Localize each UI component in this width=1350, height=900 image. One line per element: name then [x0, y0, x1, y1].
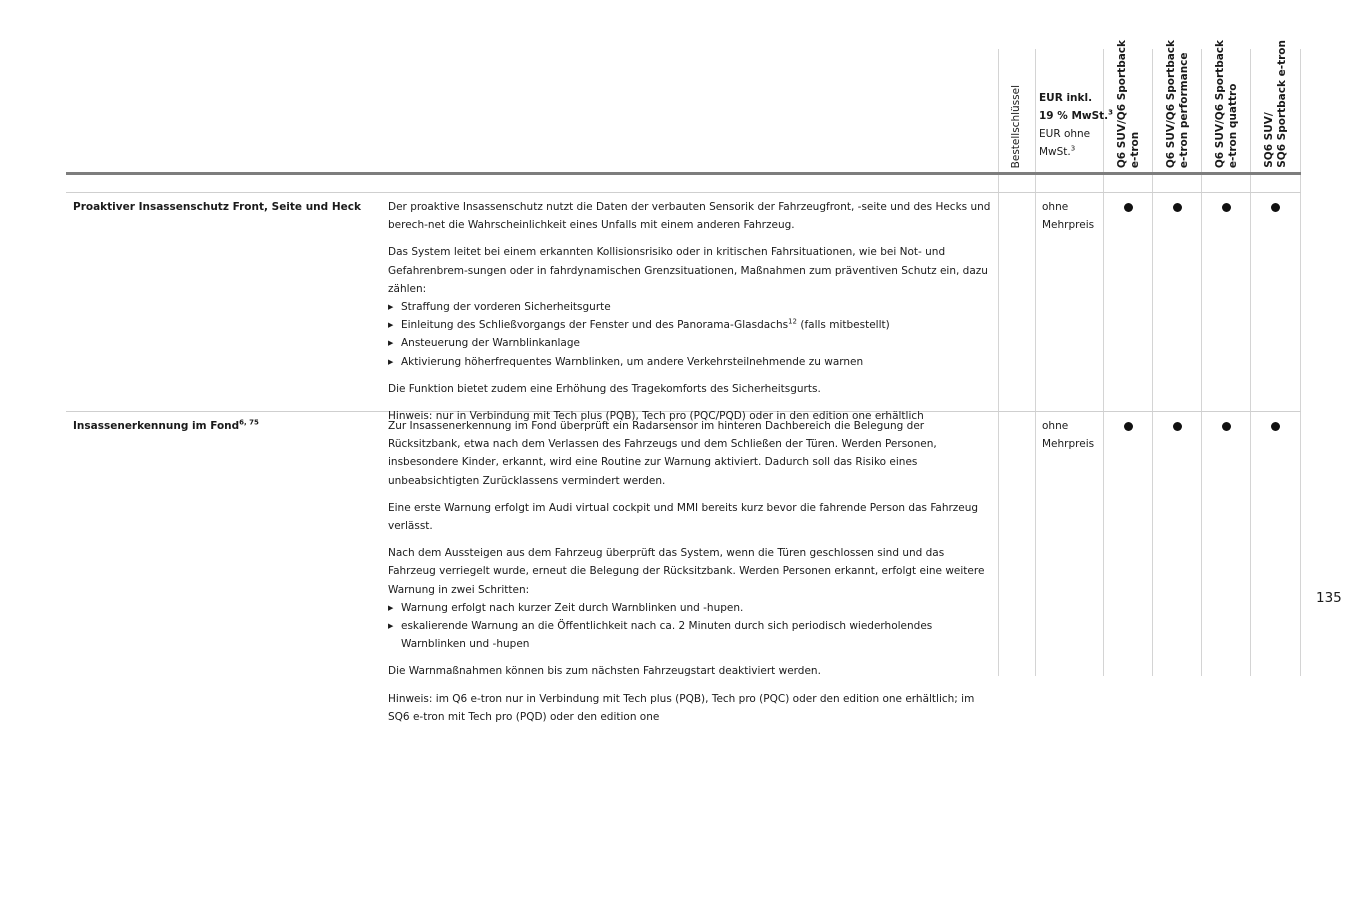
- column-divider: [1201, 49, 1202, 676]
- description-paragraph: Die Funktion bietet zudem eine Erhöhung des Tragekomforts des Sicherheitsgurts.: [388, 382, 821, 395]
- header-model-line: Q6 SUV/Q6 Sportback: [1116, 39, 1128, 168]
- description-note: Hinweis: nur in Verbindung mit Tech plus (PQB), Tech pro (PQC/PQD) oder in den edition one erhältlich: [388, 410, 924, 423]
- header-model-line: Q6 SUV/Q6 Sportback: [1165, 39, 1177, 168]
- feature-list: [388, 599, 994, 654]
- description-note: Hinweis: im Q6 e-tron nur in Verbindung mit Tech plus (PQB), Tech pro (PQC) oder den edition one erhältlich; im SQ6 e-tron mit Tech pro (PQD) oder den edition one: [388, 692, 975, 723]
- price-text: ohne: [1042, 201, 1069, 213]
- header-model-q6-etron: [1116, 40, 1142, 168]
- header-price-excl-2-text: MwSt.: [1039, 146, 1071, 158]
- header-rule: [66, 172, 1301, 175]
- list-item: [388, 353, 994, 371]
- feature-description: [388, 417, 994, 735]
- standard-equipment-dot-icon: [1173, 422, 1182, 431]
- description-paragraph: Eine erste Warnung erfolgt im Audi virtual cockpit und MMI bereits kurz bevor die fahrende Person das Fahrzeug verlässt.: [388, 501, 979, 533]
- feature-title: [73, 198, 361, 216]
- header-model-line: Q6 SUV/Q6 Sportback: [1214, 39, 1226, 168]
- header-price-incl-1: EUR inkl.: [1039, 92, 1093, 104]
- list-item-text: Einleitung des Schließvorgangs der Fenster und des Panorama-Glasdachs: [401, 319, 789, 332]
- page-number: 135: [1316, 590, 1342, 606]
- header-price-incl-2-text: 19 % MwSt.: [1039, 110, 1109, 122]
- footnote-ref: 6, 75: [239, 418, 259, 427]
- list-item: [388, 599, 994, 617]
- column-divider: [1035, 49, 1036, 676]
- list-item-text: Aktivierung höherfrequentes Warnblinken, um andere Verkehrsteilnehmende zu warnen: [401, 355, 864, 368]
- triangle-bullet-icon: ▶: [388, 357, 394, 366]
- feature-description: [388, 198, 994, 434]
- footnote-ref: 3: [1108, 108, 1114, 117]
- description-paragraph: Der proaktive Insassenschutz nutzt die Daten der verbauten Sensorik der Fahrzeugfront, -seite und des Hecks und berech-net die Wahrscheinlichkeit eines Unfalls mit einem anderen Fahrzeug.: [388, 201, 991, 232]
- standard-equipment-dot-icon: [1124, 422, 1133, 431]
- price-cell: [1042, 198, 1094, 234]
- header-model-q6-etron-quattro: [1214, 40, 1240, 168]
- list-item-text: Ansteuerung der Warnblinkanlage: [401, 337, 580, 350]
- feature-list: [388, 298, 994, 371]
- standard-equipment-dot-icon: [1173, 203, 1182, 212]
- standard-equipment-dot-icon: [1271, 422, 1280, 431]
- header-model-line: e-tron: [1129, 131, 1141, 168]
- footnote-ref: 12: [788, 317, 798, 326]
- header-price-incl-2: [1039, 107, 1113, 125]
- header-order-key: [1010, 85, 1023, 168]
- header-model-line: SQ6 SUV/: [1263, 112, 1275, 168]
- list-item-suffix: (falls mitbestellt): [797, 319, 890, 332]
- row-divider: [66, 192, 1301, 193]
- header-price-excl-1: EUR ohne: [1039, 128, 1091, 140]
- feature-title: [73, 417, 259, 435]
- header-model-sq6-etron: [1263, 40, 1289, 168]
- column-divider: [998, 49, 999, 676]
- description-paragraph: Zur Insassenerkennung im Fond überprüft ein Radarsensor im hinteren Dachbereich die Belegung der Rücksitzbank, etwa nach dem Verlassen des Fahrzeugs und dem Schließen der Türen. Werden Personen, insbesondere Kinder, erkannt, wird eine Routine zur Warnung aktiviert. Dadurch soll das Risiko eines unbeabsichtigten Zurücklassens vermindert werden.: [388, 420, 937, 487]
- list-item: [388, 298, 994, 316]
- column-divider: [1152, 49, 1153, 676]
- header-price: [1039, 89, 1113, 161]
- triangle-bullet-icon: ▶: [388, 321, 394, 330]
- feature-title-text: Proaktiver Insassenschutz Front, Seite und Heck: [73, 201, 361, 213]
- standard-equipment-dot-icon: [1222, 203, 1231, 212]
- column-divider: [1300, 49, 1301, 676]
- description-paragraph: Das System leitet bei einem erkannten Kollisionsrisiko oder in kritischen Fahrsituationen, wie bei Not- und Gefahrenbrem-sungen oder in fahrdynamischen Grenzsituationen, Maßnahmen zum präventiven Schutz ein, dazu zählen:: [388, 246, 988, 295]
- header-model-q6-etron-performance: [1165, 40, 1191, 168]
- triangle-bullet-icon: ▶: [388, 622, 394, 631]
- standard-equipment-dot-icon: [1124, 203, 1133, 212]
- list-item-text: Warnung erfolgt nach kurzer Zeit durch Warnblinken und -hupen.: [401, 601, 744, 614]
- description-paragraph: Nach dem Aussteigen aus dem Fahrzeug überprüft das System, wenn die Türen geschlossen sind und das Fahrzeug verriegelt wurde, erneut die Belegung der Rücksitzbank. Werden Personen erkannt, erfolgt eine weitere Warnung in zwei Schritten:: [388, 547, 985, 596]
- description-paragraph: Die Warnmaßnahmen können bis zum nächsten Fahrzeugstart deaktiviert werden.: [388, 665, 821, 678]
- triangle-bullet-icon: ▶: [388, 339, 394, 348]
- feature-title-text: Insassenerkennung im Fond: [73, 420, 240, 432]
- standard-equipment-dot-icon: [1271, 203, 1280, 212]
- list-item: [388, 334, 994, 352]
- price-text: Mehrpreis: [1042, 219, 1095, 232]
- list-item-text: eskalierende Warnung an die Öffentlichkeit nach ca. 2 Minuten durch sich periodisch wiederholendes Warnblinken und -hupen: [401, 620, 933, 651]
- footnote-ref: 3: [1070, 144, 1076, 153]
- triangle-bullet-icon: ▶: [388, 303, 394, 312]
- header-model-line: e-tron performance: [1178, 52, 1190, 168]
- header-model-line: e-tron quattro: [1227, 83, 1239, 168]
- header-price-excl-2: [1039, 143, 1113, 161]
- price-text: ohne: [1042, 420, 1069, 432]
- price-cell: [1042, 417, 1094, 453]
- price-text: Mehrpreis: [1042, 438, 1095, 451]
- list-item: [388, 617, 994, 653]
- list-item-text: Straffung der vorderen Sicherheitsgurte: [401, 301, 611, 314]
- column-divider: [1250, 49, 1251, 676]
- list-item: [388, 316, 994, 334]
- header-model-line: SQ6 Sportback e-tron: [1276, 40, 1288, 168]
- header-order-key-label: Bestellschlüssel: [1010, 84, 1022, 168]
- standard-equipment-dot-icon: [1222, 422, 1231, 431]
- triangle-bullet-icon: ▶: [388, 603, 394, 612]
